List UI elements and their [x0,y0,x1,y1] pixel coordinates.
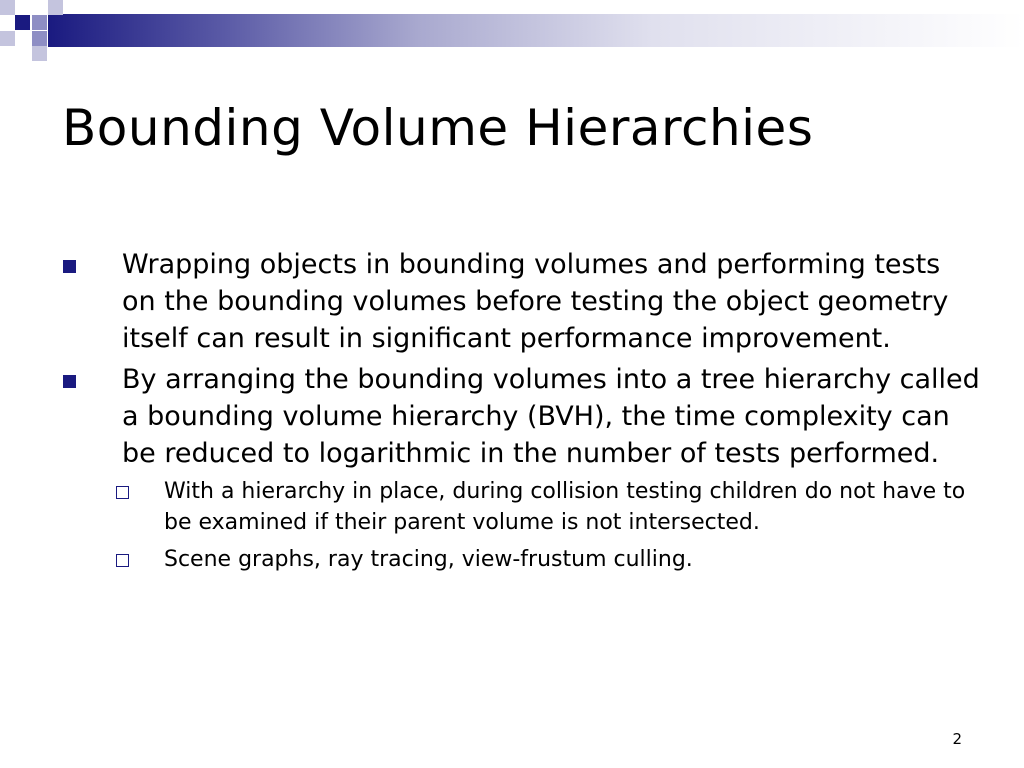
subbullet-item [62,544,982,575]
bullet-text: By arranging the bounding volumes into a tree hierarchy called a bounding volume hierarchy (BVH), the time complexity can be reduced to logarithmic in the number of tests performed. [122,364,980,469]
header-square [48,0,63,15]
subbullet-item [62,476,982,538]
slide-content [62,246,982,581]
bullet-item [62,246,982,357]
header-square [0,0,15,15]
header-square [15,15,30,30]
bullet-item [62,361,982,472]
page-number: 2 [952,730,962,748]
header-square [0,31,15,46]
header-square [32,15,47,30]
hollow-square-bullet-icon [116,554,129,567]
hollow-square-bullet-icon [116,486,129,499]
subbullet-text: With a hierarchy in place, during collision testing children do not have to be examined if their parent volume is not intersected. [164,479,966,535]
filled-square-bullet-icon [63,375,76,388]
filled-square-bullet-icon [63,260,76,273]
header-square [32,31,47,46]
header-square [32,46,47,61]
bullet-text: Wrapping objects in bounding volumes and performing tests on the bounding volumes before testing the object geometry itself can result in significant performance improvement. [122,249,949,354]
header-gradient-band [48,14,1024,47]
slide-title: Bounding Volume Hierarchies [62,99,814,157]
subbullet-text: Scene graphs, ray tracing, view-frustum culling. [164,547,693,572]
